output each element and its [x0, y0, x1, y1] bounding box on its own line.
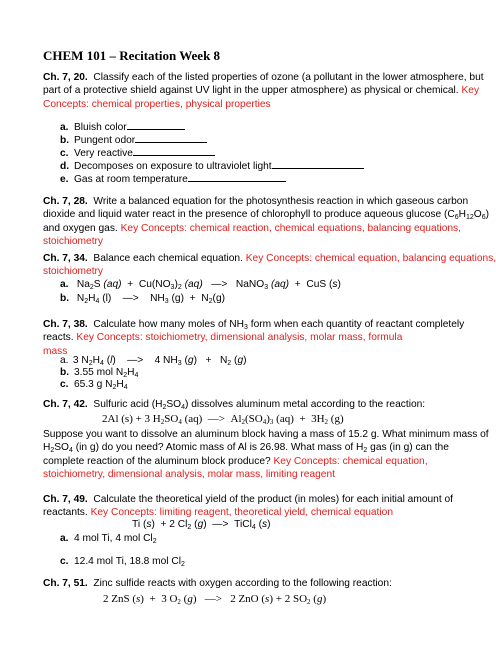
- key-concepts: Key Concepts: stoichiometry, dimensional analysis, molar mass, formula: [76, 332, 403, 344]
- list-item: b. Pungent odor: [60, 133, 207, 146]
- question-text: Suppose you want to dissolve an aluminum block having a mass of 15.2 g. What minimum mass of $H_2SO_4$ (in g) do you need? Atomic mass of Al is 26.98. What mass of $H_2$ gas (in g) can the complete reaction of the aluminum block produce? Key Concepts: chemical equation, stoichiometry, dimensional analysis, molar mass, limiting reagent: [43, 429, 489, 480]
- question-ch7-20: [43, 71, 484, 111]
- question-ch7-49: Ch. 7, 49. Calculate the theoretical yield of the product (in moles) for each initial amount of reactants. Key Concepts: limiting reagent, theoretical yield, chemical equation: [43, 494, 453, 519]
- key-concepts: stoichiometry: [43, 235, 104, 247]
- list-item: a. Bluish color: [60, 120, 185, 133]
- question-number: Ch. 7, 49.: [43, 494, 88, 505]
- key-concepts: Key: [461, 85, 480, 97]
- key-concepts: Key Concepts: chemical equation,: [273, 455, 428, 467]
- key-concepts: mass: [43, 345, 68, 357]
- question-ch7-38: Ch. 7, 38. Calculate how many moles of $NH_3$ form when each quantity of reactant completely reacts. Key Concepts: stoichiometry, dimensional analysis, molar mass, formula mass: [43, 319, 465, 357]
- list-item: b. 3.55 mol $N_2H_4$: [60, 367, 139, 379]
- key-concepts: Key Concepts: limiting reagent, theoretical yield, chemical equation: [90, 507, 393, 519]
- list-item: c. 65.3 g $N_2H_4$: [60, 379, 128, 391]
- question-number: Ch. 7, 34.: [43, 253, 88, 264]
- question-number: Ch. 7, 20.: [43, 72, 88, 83]
- question-ch7-34: Ch. 7, 34. Balance each chemical equation. Key Concepts: chemical equation, balancing equations, stoichiometry: [43, 253, 496, 278]
- question-ch7-28: Ch. 7, 28. Write a balanced equation for the photosynthesis reaction in which gaseous carbon dioxide and liquid water react in the presence of chlorophyll to produce aqueous glucose $(C_6H_{12}O_6)$ and oxygen gas. Key Concepts: chemical reaction, chemical equations, balancing equations, stoichiometry: [43, 196, 490, 247]
- answer-blank[interactable]: [133, 146, 215, 156]
- list-item: c. 12.4 mol Ti, 18.8 mol $Cl_2$: [60, 556, 185, 568]
- equation-a: a. $Na_2S$ $(aq) + Cu(NO_3)_2$ (aq) —> NaNO$_3$ (aq) + CuS (s): [60, 279, 341, 291]
- answer-blank[interactable]: [272, 159, 364, 169]
- equation: Ti (s) + 2 $Cl_2$ (g) —> TiCl$_4$ (s): [132, 519, 271, 531]
- question-number: Ch. 7, 42.: [43, 399, 88, 410]
- equation-b: b. $N_2H_4$ (l) —> $NH_3$ $(g) + N_2(g)$: [60, 293, 226, 305]
- question-number: Ch. 7, 51.: [43, 578, 88, 589]
- key-concepts: Key Concepts: chemical reaction, chemical equations, balancing equations,: [120, 222, 461, 234]
- answer-blank[interactable]: [135, 133, 207, 143]
- list-item: a. 3 $N_2H_4$ (l) —> 4 $NH_3$ (g) + $N_2$ (g): [60, 355, 247, 367]
- list-item: a. 4 mol Ti, 4 mol $Cl_2$: [60, 533, 157, 545]
- list-item: d. Decomposes on exposure to ultraviolet light: [60, 159, 364, 172]
- answer-blank[interactable]: [188, 172, 286, 182]
- question-ch7-51: Ch. 7, 51. Zinc sulfide reacts with oxygen according to the following reaction:: [43, 578, 392, 589]
- list-item: e. Gas at room temperature: [60, 172, 286, 185]
- question-number: Ch. 7, 28.: [43, 196, 88, 207]
- equation: 2Al (s) + 3 $H_2SO_4$ (aq) —> $Al_2(SO_4)_3$ $(aq) + 3H_2$ (g): [102, 413, 344, 426]
- key-concepts: Key Concepts: chemical equation, balancing equations,: [245, 253, 496, 264]
- equation: 2 ZnS (s) + 3 $O_2$ (g) —> 2 ZnO (s) + 2 $SO_2$ (g): [103, 593, 327, 606]
- question-text: Classify each of the listed properties of ozone (a pollutant in the lower atmosphere, but: [93, 72, 484, 83]
- key-concepts: stoichiometry: [43, 266, 104, 278]
- question-ch7-42: Ch. 7, 42. Sulfuric acid $(H_2SO_4)$ dissolves aluminum metal according to the reaction:: [43, 399, 426, 411]
- question-text: part of a protective shield against UV light in the upper atmosphere) as physical or chemical.: [43, 85, 459, 97]
- key-concepts: stoichiometry, dimensional analysis, molar mass, limiting reagent: [43, 468, 335, 480]
- question-number: Ch. 7, 38.: [43, 319, 88, 330]
- page-title: CHEM 101 – Recitation Week 8: [43, 48, 221, 63]
- key-concepts: Concepts: chemical properties, physical properties: [43, 98, 271, 110]
- list-item: c. Very reactive: [60, 146, 215, 159]
- answer-blank[interactable]: [127, 120, 185, 130]
